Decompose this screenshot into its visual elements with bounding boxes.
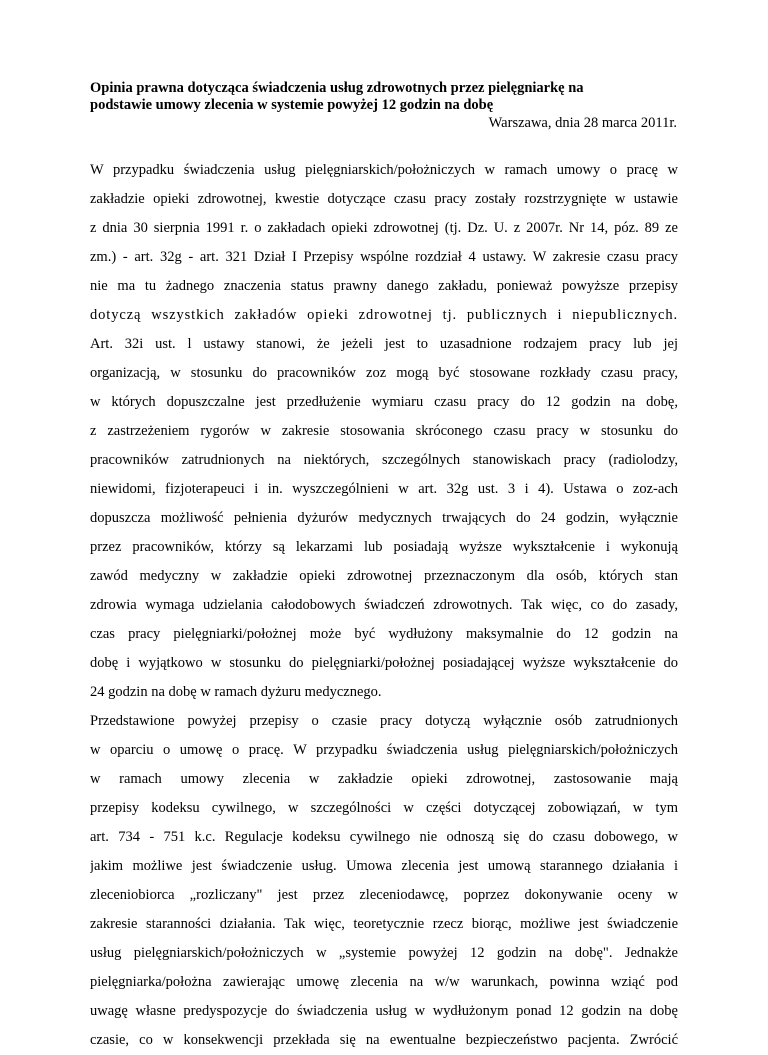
body-line: Art. 32i ust. l ustawy stanowi, że jeżeli jest to uzasadnione rodzajem pracy lub jej [90,336,678,352]
body-line: nie ma tu żadnego znaczenia status prawny danego zakładu, ponieważ powyższe przepisy [90,278,678,294]
body-line: w ramach umowy zlecenia w zakładzie opieki zdrowotnej, zastosowanie mają [90,771,678,787]
body-line: uwagę własne predyspozycje do świadczenia usług w wydłużonym ponad 12 godzin na dobę [90,1003,678,1019]
body-line: dobę i wyjątkowo w stosunku do pielęgniarki/położnej posiadającej wyższe wykształcenie do [90,655,678,671]
body-line: zm.) - art. 32g - art. 321 Dział I Przepisy wspólne rozdział 4 ustawy. W zakresie czasu pracy [90,249,678,265]
body-line: zakładzie opieki zdrowotnej, kwestie dotyczące czasu pracy zostały rozstrzygnięte w ustawie [90,191,678,207]
body-line: Przedstawione powyżej przepisy o czasie pracy dotyczą wyłącznie osób zatrudnionych [90,713,678,729]
body-line: zakresie staranności działania. Tak więc, teoretycznie rzecz biorąc, możliwe jest świadczenie [90,916,678,932]
body-line: jakim możliwe jest świadczenie usług. Umowa zlecenia jest umową starannego działania i [90,858,678,874]
title-line-2: podstawie umowy zlecenia w systemie powyżej 12 godzin na dobę [90,97,494,113]
body-line: 24 godzin na dobę w ramach dyżuru medycznego. [90,684,382,700]
body-line: zleceniobiorca „rozliczany" jest przez zleceniodawcę, poprzez dokonywanie oceny w [90,887,678,903]
body-line: czas pracy pielęgniarki/położnej może być wydłużony maksymalnie do 12 godzin na [90,626,678,642]
title-line-1: Opinia prawna dotycząca świadczenia usług zdrowotnych przez pielęgniarkę na [90,80,584,96]
body-line: pielęgniarka/położna zawierając umowę zlecenia na w/w warunkach, powinna wziąć pod [90,974,678,990]
body-line: w których dopuszczalne jest przedłużenie wymiaru czasu pracy do 12 godzin na dobę, [90,394,678,410]
body-line: art. 734 - 751 k.c. Regulacje kodeksu cywilnego nie odnoszą się do czasu dobowego, w [90,829,678,845]
body-line: dopuszcza możliwość pełnienia dyżurów medycznych trwających do 24 godzin, wyłącznie [90,510,678,526]
body-line: zdrowia wymaga udzielania całodobowych świadczeń zdrowotnych. Tak więc, co do zasady, [90,597,678,613]
body-line: przepisy kodeksu cywilnego, w szczególności w części dotyczącej zobowiązań, w tym [90,800,678,816]
body-line: usług pielęgniarskich/położniczych w „systemie powyżej 12 godzin na dobę". Jednakże [90,945,678,961]
dateline: Warszawa, dnia 28 marca 2011r. [488,115,677,131]
body-line: przez pracowników, którzy są lekarzami lub posiadają wyższe wykształcenie i wykonują [90,539,678,555]
body-line: pracowników zatrudnionych na niektórych, szczególnych stanowiskach pracy (radiolodzy, [90,452,678,468]
body-line: niewidomi, fizjoterapeuci i in. wyszczególnieni w art. 32g ust. 3 i 4). Ustawa o zoz-ach [90,481,678,497]
body-line: organizacją, w stosunku do pracowników zoz mogą być stosowane rozkłady czasu pracy, [90,365,678,381]
body-line: zawód medyczny w zakładzie opieki zdrowotnej przeznaczonym dla osób, których stan [90,568,678,584]
document-title [90,80,690,114]
body-line: w oparciu o umowę o pracę. W przypadku świadczenia usług pielęgniarskich/położniczych [90,742,678,758]
body-line: W przypadku świadczenia usług pielęgniarskich/położniczych w ramach umowy o pracę w [90,162,678,178]
body-line: dotyczą wszystkich zakładów opieki zdrowotnej tj. publicznych i niepublicznych. [90,307,678,323]
body-line: z dnia 30 sierpnia 1991 r. o zakładach opieki zdrowotnej (tj. Dz. U. z 2007r. Nr 14, póz. 89 ze [90,220,678,236]
document-body [90,156,678,1055]
body-line: z zastrzeżeniem rygorów w zakresie stosowania skróconego czasu pracy w stosunku do [90,423,678,439]
body-line: czasie, co w konsekwencji przekłada się na ewentualne bezpieczeństwo pacjenta. Zwrócić [90,1032,678,1048]
